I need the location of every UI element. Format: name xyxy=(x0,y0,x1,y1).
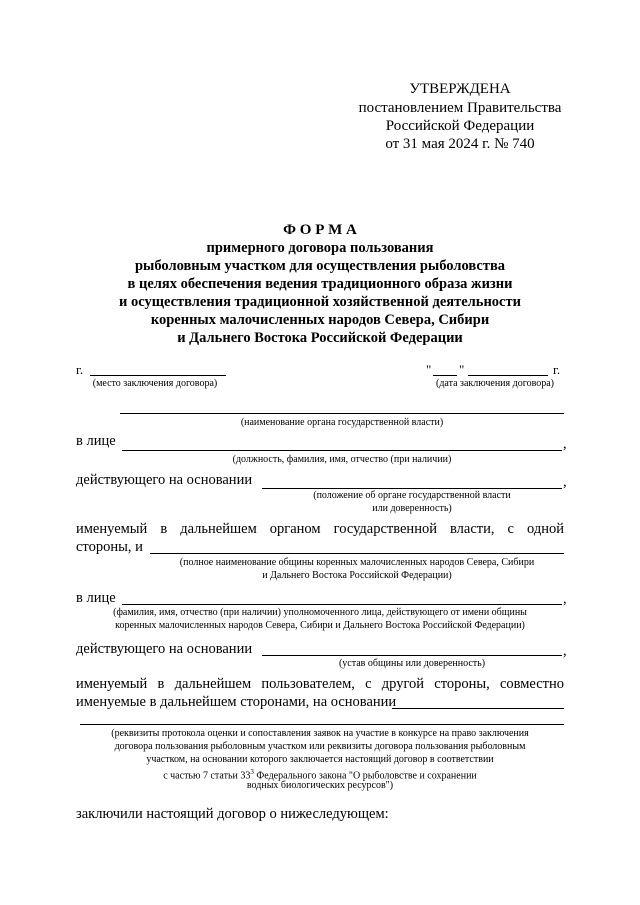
date-close-quote: " xyxy=(459,362,465,377)
month-year-field[interactable] xyxy=(468,375,548,376)
community-name-hint: и Дальнего Востока Российской Федерации) xyxy=(262,570,452,581)
authority-name-hint: (наименование органа государственной власти) xyxy=(240,417,444,428)
authority-name-field[interactable] xyxy=(120,413,564,414)
authority-basis-hint: (положение об органе государственной власти xyxy=(313,490,511,501)
comma: , xyxy=(563,474,567,490)
authority-basis-hint: или доверенность) xyxy=(372,503,452,514)
approval-decree-line: постановлением Правительства xyxy=(358,100,562,116)
acting-on-basis-label: действующего на основании xyxy=(76,641,253,657)
form-subtitle-line: и Дальнего Востока Российской Федерации xyxy=(177,330,463,346)
form-subtitle-line: в целях обеспечения ведения традиционного образа жизни xyxy=(127,276,513,292)
form-subtitle-line: коренных малочисленных народов Севера, Сибири xyxy=(150,312,490,328)
acting-on-basis-label: действующего на основании xyxy=(76,472,253,488)
basis-document-hint: участком, на основании которого заключается настоящий договор в соответствии xyxy=(146,754,494,765)
basis-document-field-continued[interactable] xyxy=(80,724,564,725)
community-representative-hint: коренных малочисленных народов Севера, Сибири и Дальнего Востока Российской Федерации) xyxy=(115,620,525,631)
law-reference-text: с частью 7 статьи 33 xyxy=(163,770,251,782)
community-representative-hint: (фамилия, имя, отчество (при наличии) уполномоченного лица, действующего от имени общины xyxy=(113,607,527,618)
form-subtitle-line: и осуществления традиционной хозяйственной деятельности xyxy=(119,294,521,310)
place-field[interactable] xyxy=(90,375,226,376)
community-name-field[interactable] xyxy=(150,553,564,554)
basis-document-hint: (реквизиты протокола оценки и сопоставления заявок на участие в конкурсе на право заключения xyxy=(111,728,529,739)
comma: , xyxy=(563,643,567,659)
in-person-label: в лице xyxy=(76,433,116,449)
form-subtitle-line: примерного договора пользования xyxy=(206,240,434,256)
in-person-label: в лице xyxy=(76,590,116,606)
approval-title: УТВЕРЖДЕНА xyxy=(409,81,511,97)
basis-document-hint: договора пользования рыболовным участком или реквизиты договора пользования рыболовным xyxy=(114,741,526,752)
year-suffix: г. xyxy=(553,362,561,377)
community-basis-field[interactable] xyxy=(262,655,562,656)
city-prefix: г. xyxy=(76,362,84,377)
basis-document-field[interactable] xyxy=(392,708,564,709)
form-heading: Ф О Р М А xyxy=(283,222,357,238)
named-user-text: именуемый в дальнейшем пользователем, с другой стороны, совместно xyxy=(76,676,564,692)
named-parties-text: именуемые в дальнейшем сторонами, на основании xyxy=(76,694,397,710)
date-open-quote: " xyxy=(426,362,432,377)
date-hint: (дата заключения договора) xyxy=(436,378,554,389)
community-name-hint: (полное наименование общины коренных малочисленных народов Севера, Сибири xyxy=(179,557,535,568)
community-basis-hint: (устав общины или доверенность) xyxy=(338,658,486,669)
representative-hint: (должность, фамилия, имя, отчество (при наличии) xyxy=(232,454,452,465)
approval-authority-line: Российской Федерации xyxy=(385,118,535,134)
approval-date-line: от 31 мая 2024 г. № 740 xyxy=(385,136,535,152)
side-label: стороны, и xyxy=(76,539,143,555)
article-superscript: 3 xyxy=(250,768,254,776)
place-hint: (место заключения договора) xyxy=(92,378,218,389)
comma: , xyxy=(563,436,567,452)
named-authority-text: именуемый в дальнейшем органом государственной власти, с одной xyxy=(76,521,564,537)
comma: , xyxy=(563,591,567,607)
law-reference-text: Федерального закона "О рыболовстве и сохранении xyxy=(253,770,477,782)
community-representative-field[interactable] xyxy=(122,604,562,605)
basis-document-hint: водных биологических ресурсов") xyxy=(246,780,394,791)
representative-field[interactable] xyxy=(122,450,562,451)
conclusion-text: заключили настоящий договор о нижеследующем: xyxy=(76,806,389,822)
form-subtitle-line: рыболовным участком для осуществления рыболовства xyxy=(134,258,506,274)
day-field[interactable] xyxy=(433,375,457,376)
